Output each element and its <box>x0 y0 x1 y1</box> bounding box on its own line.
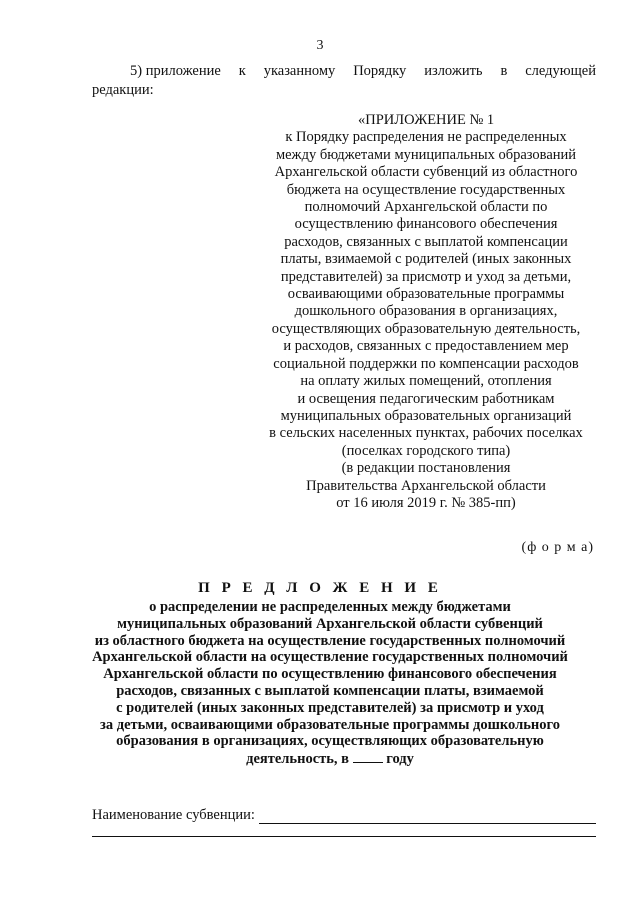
appendix-line: к Порядку распределения не распределенных <box>285 129 567 146</box>
appendix-line: на оплату жилых помещений, отопления <box>300 373 552 390</box>
proposal-line: с родителей (иных законных представителей) за присмотр и уход <box>116 699 544 716</box>
proposal-title: П Р Е Д Л О Ж Е Н И Е <box>198 580 442 596</box>
proposal-line: Архангельской области на осуществление государственных полномочий <box>92 649 568 666</box>
intro-line-2: редакции: <box>92 82 154 98</box>
appendix-line: (в редакции постановления <box>341 460 511 477</box>
appendix-line: и освещения педагогическим работникам <box>297 390 555 407</box>
appendix-line: осваивающими образовательные программы <box>287 286 565 303</box>
intro-word: 5) приложение <box>130 63 221 79</box>
proposal-body <box>60 599 600 768</box>
intro-line-1 <box>92 62 596 81</box>
proposal-line: Архангельской области по осуществлению финансового обеспечения <box>103 666 557 683</box>
year-blank <box>353 750 383 763</box>
proposal-line: расходов, связанных с выплатой компенсации платы, взимаемой <box>116 682 544 699</box>
appendix-line: между бюджетами муниципальных образований <box>275 146 577 163</box>
appendix-line: Архангельской области субвенций из областного <box>274 164 578 181</box>
form-label: (ф о р м а) <box>521 540 594 555</box>
proposal-last-line-end: году <box>386 751 414 768</box>
appendix-line: дошкольного образования в организациях, <box>294 303 558 320</box>
appendix-line: муниципальных образовательных организаций <box>280 407 572 424</box>
proposal-line: о распределении не распределенных между бюджетами <box>149 599 511 615</box>
proposal-line: из областного бюджета на осуществление государственных полномочий <box>94 632 566 649</box>
appendix-line: платы, взимаемой с родителей (иных законных <box>280 251 572 268</box>
page-number: 3 <box>316 38 324 53</box>
subsidy-name-blank <box>259 809 596 824</box>
proposal-line: за детьми, осваивающими образовательные программы дошкольного <box>100 716 560 733</box>
appendix-line: полномочий Архангельской области по <box>304 199 548 216</box>
appendix-line: от 16 июля 2019 г. № 385-пп) <box>336 494 516 511</box>
appendix-line: Правительства Архангельской области <box>306 477 546 494</box>
appendix-line: в сельских населенных пунктах, рабочих поселках <box>269 425 583 442</box>
appendix-line: и расходов, связанных с предоставлением мер <box>283 338 569 355</box>
appendix-line: представителей) за присмотр и уход за детьми, <box>280 268 572 285</box>
appendix-line: осуществляющих образовательную деятельность, <box>271 320 581 337</box>
subsidy-name-label: Наименование субвенции: <box>92 807 255 823</box>
proposal-last-line <box>60 750 600 768</box>
appendix-line: социальной поддержки по компенсации расходов <box>273 355 579 372</box>
appendix-line: расходов, связанных с выплатой компенсации <box>284 233 568 250</box>
intro-paragraph <box>92 62 596 100</box>
subsidy-second-blank <box>92 836 596 837</box>
intro-word: изложить <box>424 63 483 79</box>
appendix-header <box>250 112 602 512</box>
intro-word: следующей <box>525 63 596 79</box>
intro-word: Порядку <box>353 63 407 79</box>
proposal-line: образования в организациях, осуществляющих образовательную <box>116 733 544 750</box>
appendix-line: бюджета на осуществление государственных <box>286 181 566 198</box>
proposal-last-line-start: деятельность, в <box>246 751 349 768</box>
proposal-line: муниципальных образований Архангельской области субвенций <box>117 615 543 632</box>
appendix-title: «ПРИЛОЖЕНИЕ № 1 <box>358 112 495 128</box>
appendix-line: (поселках городского типа) <box>341 442 511 459</box>
intro-word: в <box>500 63 508 79</box>
intro-word: к <box>238 63 246 79</box>
intro-word: указанному <box>263 63 336 79</box>
subsidy-name-row <box>92 807 596 824</box>
appendix-line: осуществлению финансового обеспечения <box>294 216 558 233</box>
